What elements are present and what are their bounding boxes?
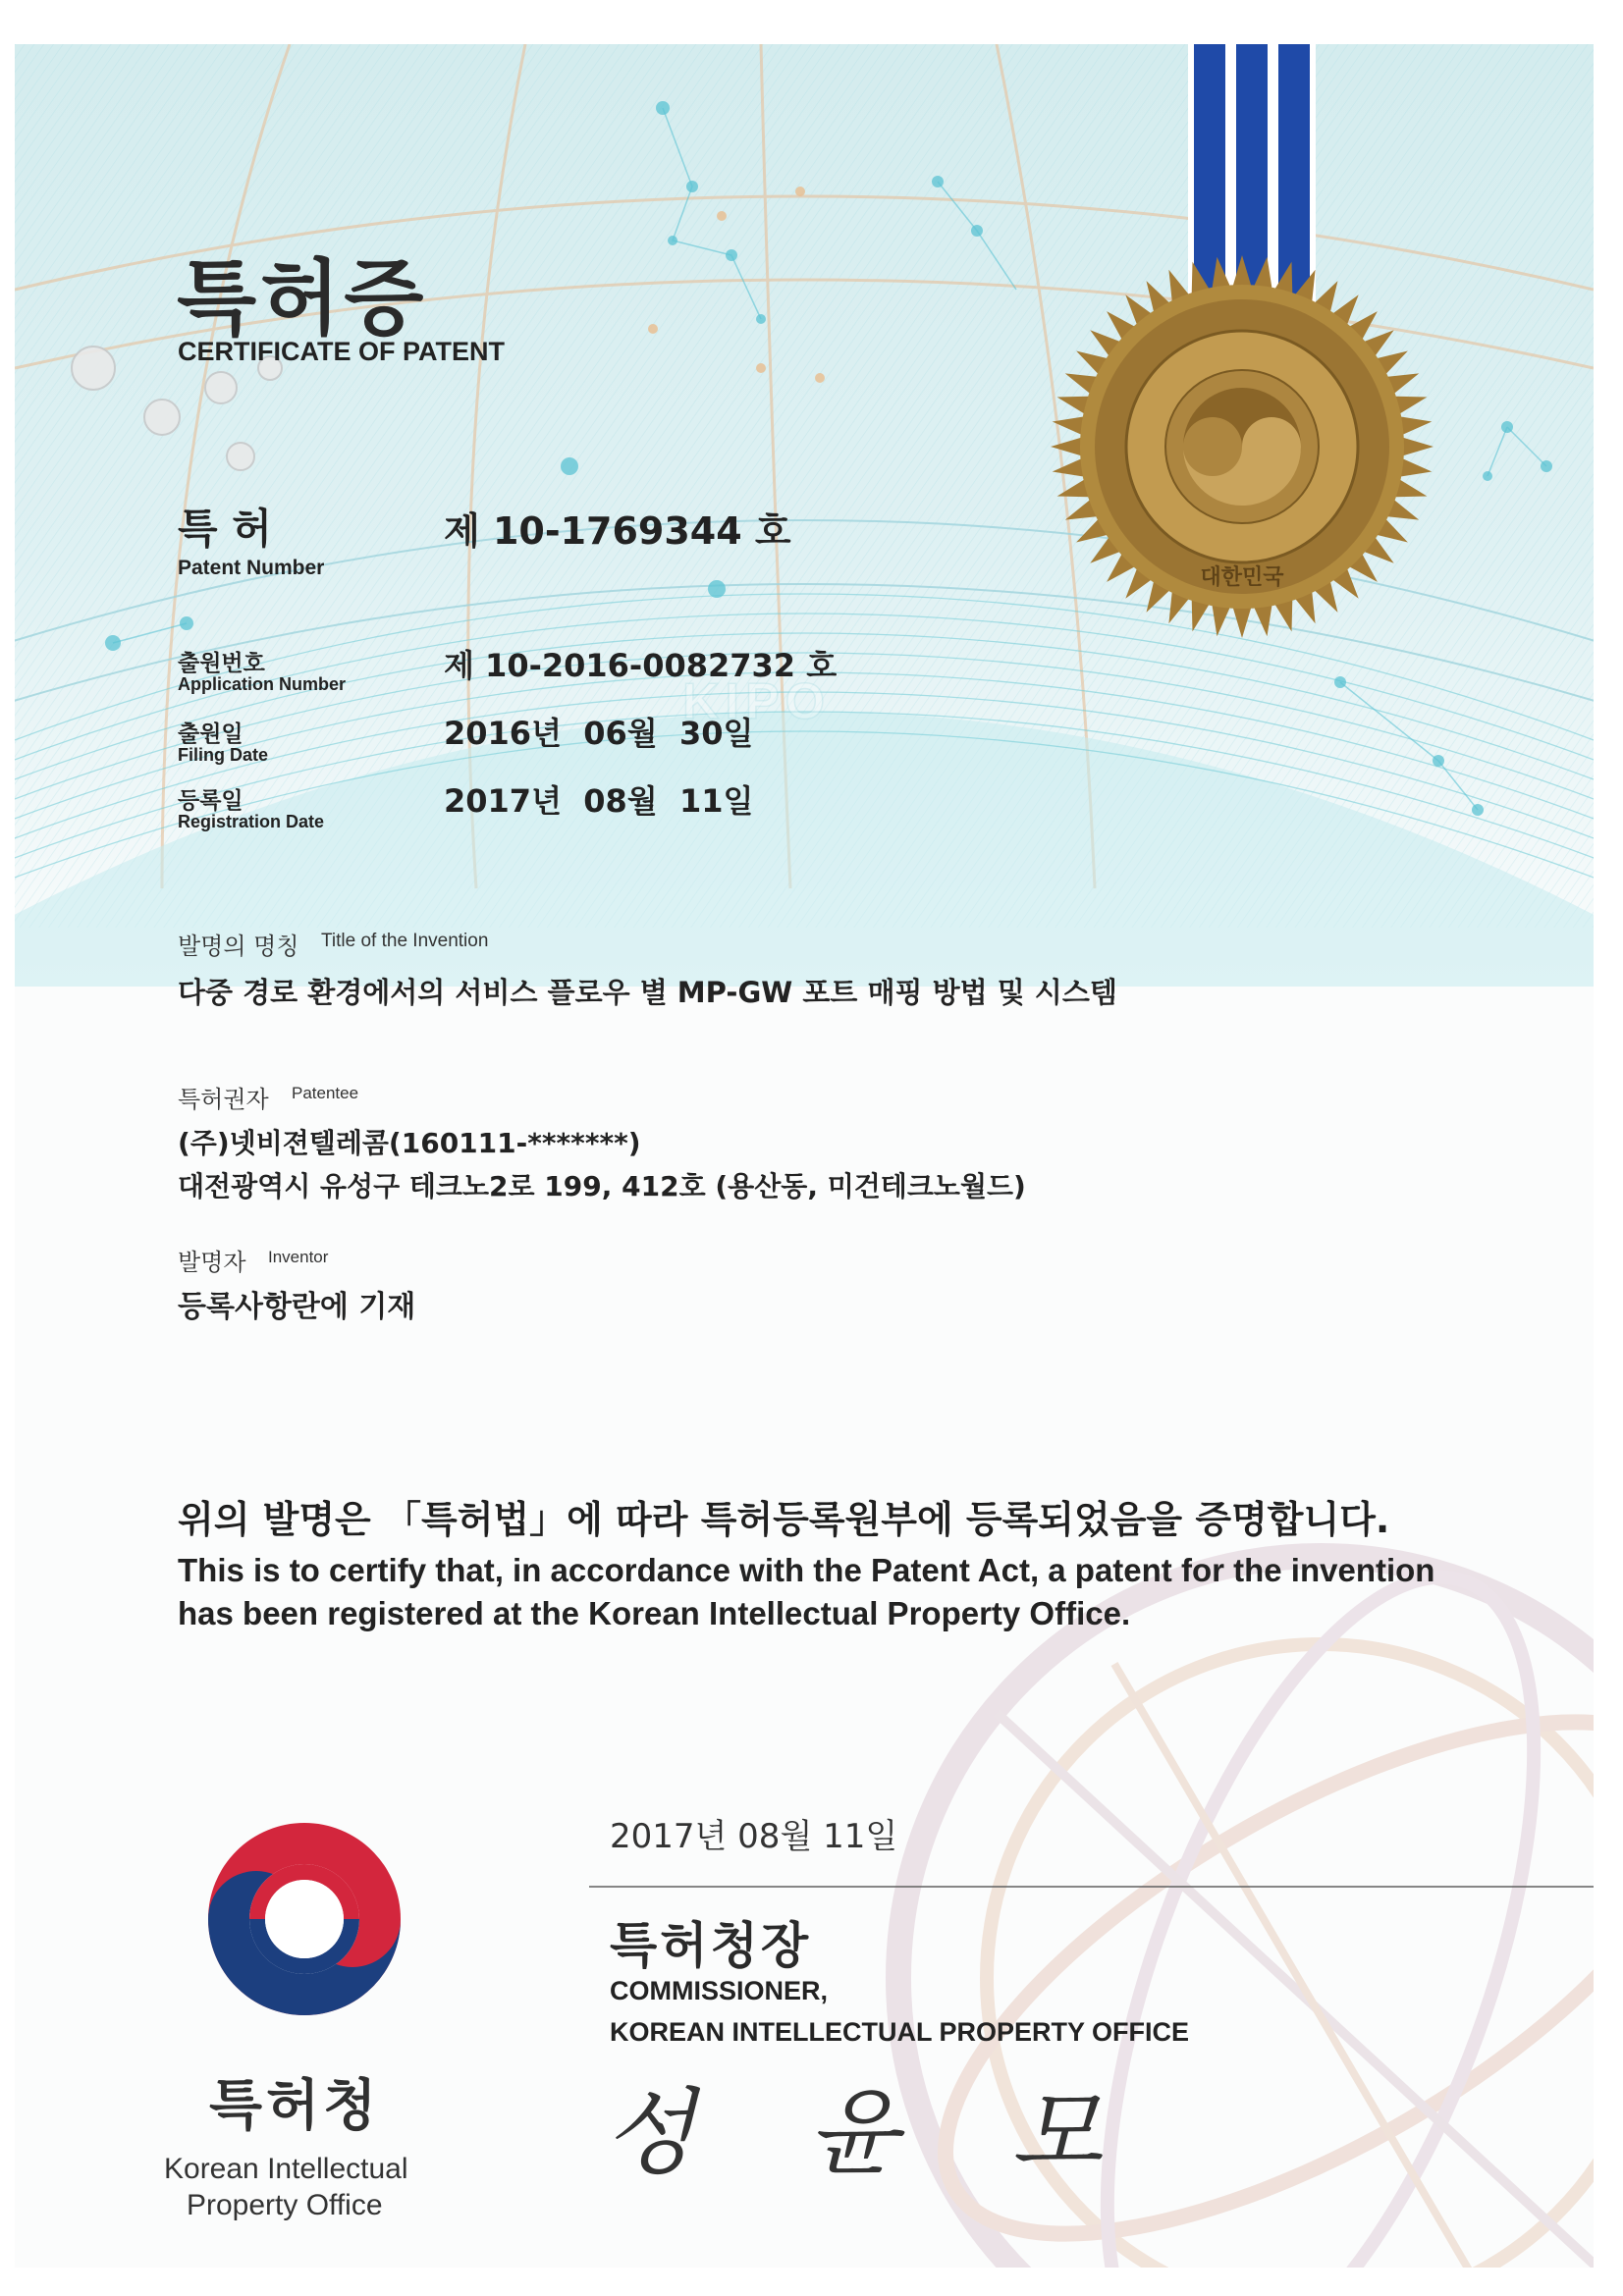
filing-date-label-ko: 출원일 [178,721,243,747]
patent-number-value: 제 10-1769344 호 [444,509,791,553]
certificate-title-ko: 특허증 [177,250,428,347]
application-number-label-ko: 출원번호 [178,651,265,676]
issue-date: 2017년 08월 11일 [610,1817,898,1856]
kipo-watermark [133,672,1507,967]
certification-en-line1: This is to certify that, in accordance with the Patent Act, a patent for the invention [178,1552,1435,1588]
invention-label-ko: 발명의 명칭 [178,933,299,960]
certificate-paper [15,44,1594,2268]
filing-date-label-en: Filing Date [178,745,269,765]
certification-ko: 위의 발명은 「특허법」에 따라 특허등록원부에 등록되었음을 증명합니다. [178,1498,1390,1541]
certificate-title-en: CERTIFICATE OF PATENT [178,337,505,366]
patent-number-label-en: Patent Number [178,557,325,579]
commissioner-title-ko: 특허청장 [610,1917,812,1974]
office-name-en-line1: Korean Intellectual [164,2153,408,2185]
office-name-ko: 특허청 [209,2074,381,2138]
registration-date-label-ko: 등록일 [178,788,243,814]
patentee-label-en: Patentee [292,1084,359,1102]
certification-en-line2: has been registered at the Korean Intellectual Property Office. [178,1595,1131,1631]
invention-label-en: Title of the Invention [321,931,489,951]
patentee-name: (주)넷비젼텔레콤(160111-*******) [178,1127,641,1159]
gold-seal [1046,250,1438,643]
filing-date-value: 2016년 06월 30일 [444,715,754,752]
office-name-en-line2: Property Office [187,2189,383,2221]
commissioner-title-en-line1: COMMISSIONER, [610,1976,829,2005]
commissioner-title-en-line2: KOREAN INTELLECTUAL PROPERTY OFFICE [610,2017,1190,2047]
watermark-text: KIPO [682,673,832,730]
application-number-value: 제 10-2016-0082732 호 [444,647,838,684]
kipo-taegeuk-logo [201,1816,407,2022]
patent-number-label-ko: 특 허 [178,505,272,553]
invention-title: 다중 경로 환경에서의 서비스 플로우 별 MP-GW 포트 매핑 방법 및 시스템 [178,976,1117,1009]
commissioner-signature: 성 윤 모 [604,2078,1144,2188]
seal-text: 대한민국 [1200,565,1284,590]
inventor-value: 등록사항란에 기재 [178,1290,416,1324]
registration-date-label-en: Registration Date [178,812,325,831]
inventor-label-ko: 발명자 [178,1249,246,1276]
inventor-label-en: Inventor [268,1248,329,1266]
patentee-label-ko: 특허권자 [178,1086,269,1113]
patentee-address: 대전광역시 유성구 테크노2로 199, 412호 (용산동, 미건테크노월드) [178,1170,1026,1202]
registration-date-value: 2017년 08월 11일 [444,782,754,820]
application-number-label-en: Application Number [178,674,347,694]
